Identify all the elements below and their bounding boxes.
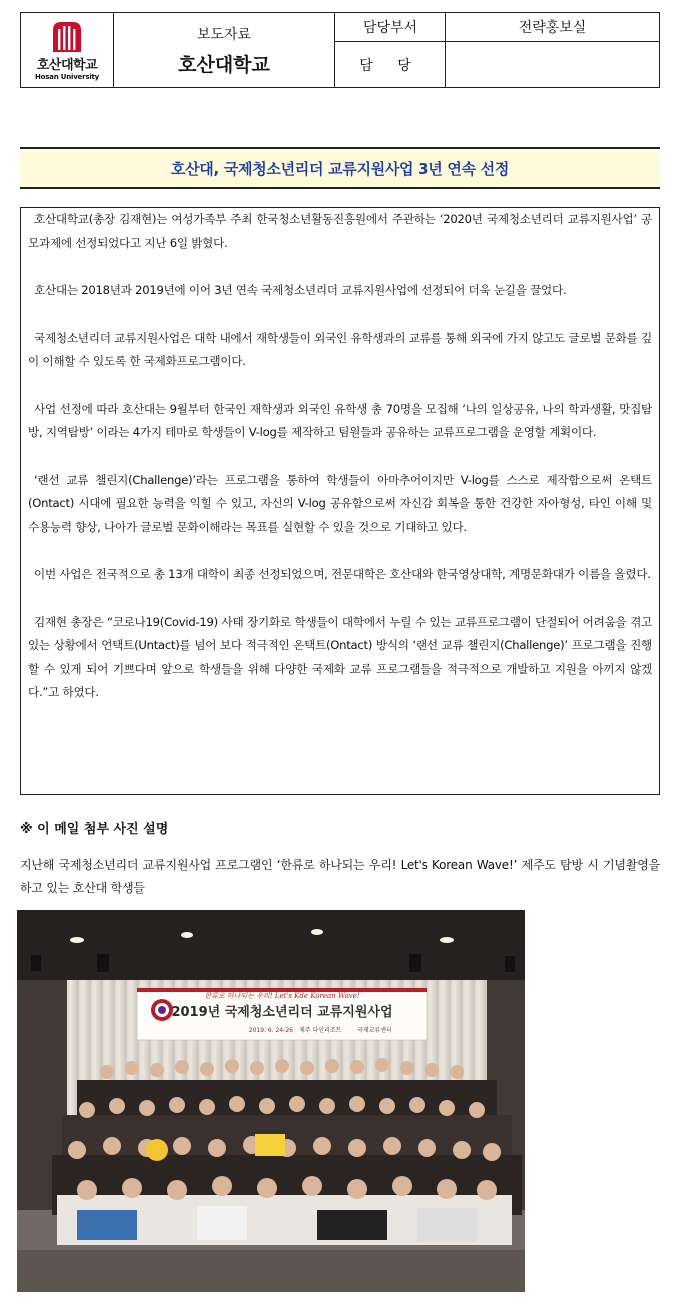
press-release-header xyxy=(20,12,660,88)
press-release-org: 호산대학교 xyxy=(178,53,270,76)
banner-title: 2019년 국제청소년리더 교류지원사업 xyxy=(171,1005,393,1020)
photo-caption-text: 지난해 국제청소년리더 교류지원사업 프로그램인 ‘한류로 하나되는 우리! Let's Korean Wave!’ 제주도 탐방 시 기념촬영을 하고 있는 호산대 학생들 xyxy=(20,858,660,895)
department-value: 전략홍보실 xyxy=(446,13,660,42)
staff-value xyxy=(446,42,660,88)
banner-place: 제주 다인리조트 xyxy=(299,1027,342,1034)
press-release-cell xyxy=(114,13,335,88)
event-banner xyxy=(137,988,427,1040)
university-emblem-icon xyxy=(51,20,83,52)
press-release-label: 보도자료 xyxy=(196,26,252,43)
paragraph: 이번 사업은 전국적으로 총 13개 대학이 최종 선정되었으며, 전문대학은 호산대와 한국영상대학, 계명문화대가 이름을 올렸다. xyxy=(34,567,651,581)
department-label: 담당부서 xyxy=(335,13,446,42)
university-logo xyxy=(21,13,114,88)
paragraph: 사업 선정에 따라 호산대는 9월부터 한국인 재학생과 외국인 유학생 총 70명을 모집해 ‘나의 일상공유, 나의 학과생활, 맛집탐방, 지역탐방’ 이라는 4가지 테마로 학생들이 V-log를 제작하고 팀원들과 공유하는 교류프로그램을 운영할 계획이다. xyxy=(28,401,652,439)
staff-label: 담 당 xyxy=(335,42,446,88)
logo-name: 호산대학교 xyxy=(36,57,98,73)
banner-org: 국제교류센터 xyxy=(357,1027,392,1034)
paragraph: ‘랜선 교류 챌린지(Challenge)’라는 프로그램을 통하여 학생들이 아마추어이지만 V-log를 스스로 제작함으로써 온택트(Ontact) 시대에 필요한 능력을 익힐 수 있고, 자신의 V-log 공유함으로써 자신감 회복을 통한 건강한 자아형성, 타인 이해 및 수용능력 향상, 나아가 글로벌 문화이해라는 목표를 실현할 수 있을 것으로 기대하고 있다. xyxy=(28,472,652,534)
paragraph: 국제청소년리더 교류지원사업은 대학 내에서 재학생들이 외국인 유학생과의 교류를 통해 외국에 가지 않고도 글로벌 문화를 깊이 이해할 수 있도록 한 국제화프로그램이다. xyxy=(28,330,652,368)
photo-caption-heading: ※ 이 메일 첨부 사진 설명 xyxy=(20,822,169,837)
paragraph: 김재현 총장은 “코로나19(Covid-19) 사태 장기화로 학생들이 대학에서 누릴 수 있는 교류프로그램이 단절되어 어려움을 겪고 있는 상황에서 언택트(Untact)를 넘어 보다 적극적인 온택트(Ontact) 방식의 ‘랜선 교류 챌린지(Challenge)’ 프로그램을 진행할 수 있게 되어 기쁘다며 앞으로 학생들을 위해 다양한 국제화 교류 프로그램들을 적극적으로 개발하고 지원을 아끼지 않겠다.”고 하였다. xyxy=(28,614,652,699)
article-body xyxy=(20,207,660,795)
student-group xyxy=(52,1058,522,1245)
banner-date: 2019. 6. 24-26 xyxy=(248,1027,293,1034)
headline-box xyxy=(20,147,660,189)
logo-sub: Hosan University xyxy=(34,72,100,81)
group-photo xyxy=(17,910,525,1292)
headline: 호산대, 국제청소년리더 교류지원사업 3년 연속 선정 xyxy=(170,159,510,178)
paragraph: 호산대학교(총장 김재현)는 여성가족부 주최 한국청소년활동진흥원에서 주관하는 ‘2020년 국제청소년리더 교류지원사업’ 공모과제에 선정되었다고 지난 6일 밝혔다. xyxy=(28,212,652,250)
paragraph: 호산대는 2018년과 2019년에 이어 3년 연속 국제청소년리더 교류지원사업에 선정되어 더욱 눈길을 끌었다. xyxy=(34,283,567,297)
banner-script: 한류로 하나되는 우리! Let's Kde Korean Wave! xyxy=(204,992,360,1000)
